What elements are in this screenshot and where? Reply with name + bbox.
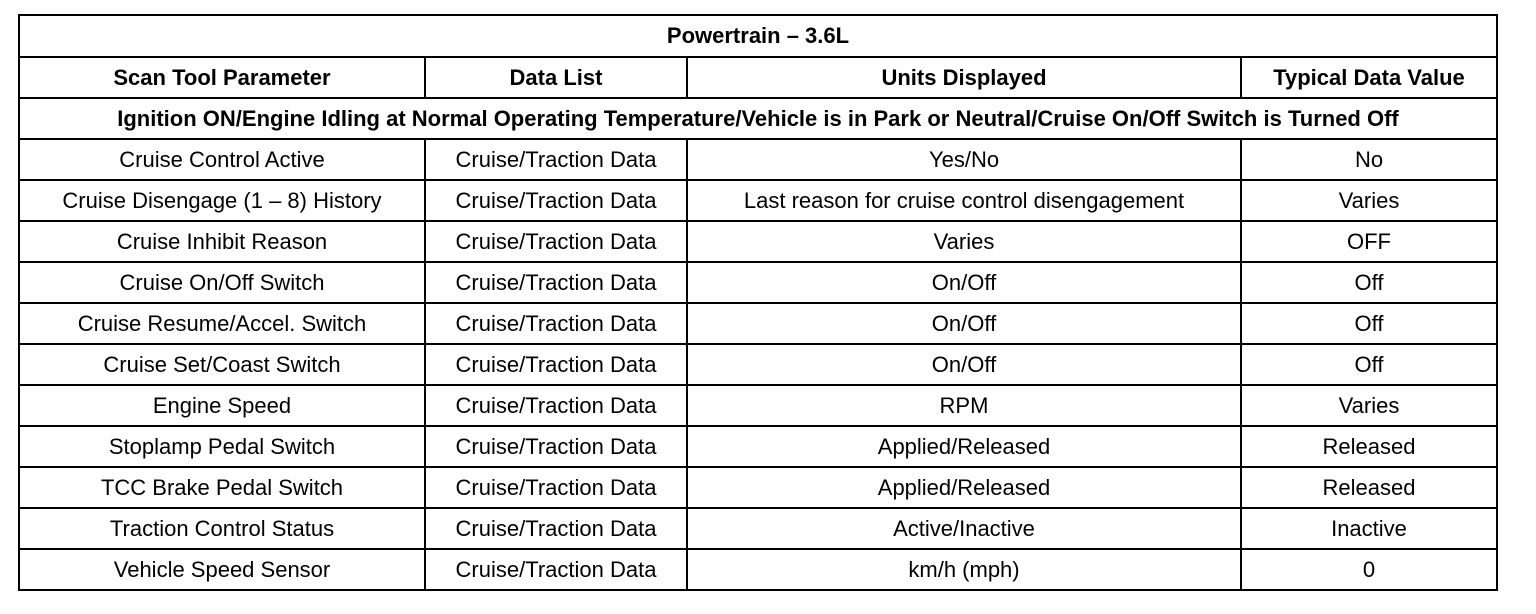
table-row (19, 221, 1497, 262)
column-header-data-list: Data List (425, 57, 687, 98)
column-header-parameter: Scan Tool Parameter (19, 57, 425, 98)
operating-condition: Ignition ON/Engine Idling at Normal Operating Temperature/Vehicle is in Park or Neutral/Cruise On/Off Switch is Turned Off (19, 98, 1497, 139)
cell-units: On/Off (687, 262, 1241, 303)
table-row (19, 344, 1497, 385)
cell-parameter: Cruise Resume/Accel. Switch (19, 303, 425, 344)
cell-units: On/Off (687, 344, 1241, 385)
table-row (19, 467, 1497, 508)
cell-parameter: TCC Brake Pedal Switch (19, 467, 425, 508)
table-row (19, 385, 1497, 426)
cell-data-list: Cruise/Traction Data (425, 385, 687, 426)
cell-typical-value: Inactive (1241, 508, 1497, 549)
cell-typical-value: Varies (1241, 385, 1497, 426)
table-row (19, 262, 1497, 303)
cell-data-list: Cruise/Traction Data (425, 221, 687, 262)
cell-data-list: Cruise/Traction Data (425, 344, 687, 385)
cell-parameter: Stoplamp Pedal Switch (19, 426, 425, 467)
column-header-units: Units Displayed (687, 57, 1241, 98)
cell-data-list: Cruise/Traction Data (425, 467, 687, 508)
cell-data-list: Cruise/Traction Data (425, 139, 687, 180)
cell-typical-value: Off (1241, 303, 1497, 344)
cell-units: km/h (mph) (687, 549, 1241, 590)
table-row (19, 426, 1497, 467)
cell-parameter: Traction Control Status (19, 508, 425, 549)
cell-units: Applied/Released (687, 426, 1241, 467)
cell-typical-value: Released (1241, 467, 1497, 508)
cell-parameter: Cruise On/Off Switch (19, 262, 425, 303)
table-row (19, 508, 1497, 549)
cell-units: Active/Inactive (687, 508, 1241, 549)
cell-data-list: Cruise/Traction Data (425, 303, 687, 344)
cell-data-list: Cruise/Traction Data (425, 180, 687, 221)
column-header-typical-value: Typical Data Value (1241, 57, 1497, 98)
cell-parameter: Cruise Control Active (19, 139, 425, 180)
cell-units: Varies (687, 221, 1241, 262)
cell-typical-value: Off (1241, 262, 1497, 303)
table-body (19, 139, 1497, 590)
cell-units: RPM (687, 385, 1241, 426)
cell-data-list: Cruise/Traction Data (425, 549, 687, 590)
cell-typical-value: OFF (1241, 221, 1497, 262)
cell-typical-value: No (1241, 139, 1497, 180)
cell-parameter: Cruise Disengage (1 – 8) History (19, 180, 425, 221)
table-row (19, 139, 1497, 180)
column-header-row (19, 57, 1497, 98)
table-row (19, 549, 1497, 590)
cell-units: Yes/No (687, 139, 1241, 180)
cell-parameter: Engine Speed (19, 385, 425, 426)
table-row (19, 180, 1497, 221)
cell-units: On/Off (687, 303, 1241, 344)
cell-parameter: Vehicle Speed Sensor (19, 549, 425, 590)
table-title-row (19, 15, 1497, 57)
cell-data-list: Cruise/Traction Data (425, 262, 687, 303)
cell-units: Applied/Released (687, 467, 1241, 508)
cell-typical-value: Released (1241, 426, 1497, 467)
cell-typical-value: Varies (1241, 180, 1497, 221)
cell-parameter: Cruise Inhibit Reason (19, 221, 425, 262)
condition-row (19, 98, 1497, 139)
table-row (19, 303, 1497, 344)
scan-tool-data-table (18, 14, 1498, 591)
table-title: Powertrain – 3.6L (19, 15, 1497, 57)
cell-typical-value: Off (1241, 344, 1497, 385)
cell-typical-value: 0 (1241, 549, 1497, 590)
cell-data-list: Cruise/Traction Data (425, 508, 687, 549)
cell-data-list: Cruise/Traction Data (425, 426, 687, 467)
cell-units: Last reason for cruise control disengagement (687, 180, 1241, 221)
cell-parameter: Cruise Set/Coast Switch (19, 344, 425, 385)
